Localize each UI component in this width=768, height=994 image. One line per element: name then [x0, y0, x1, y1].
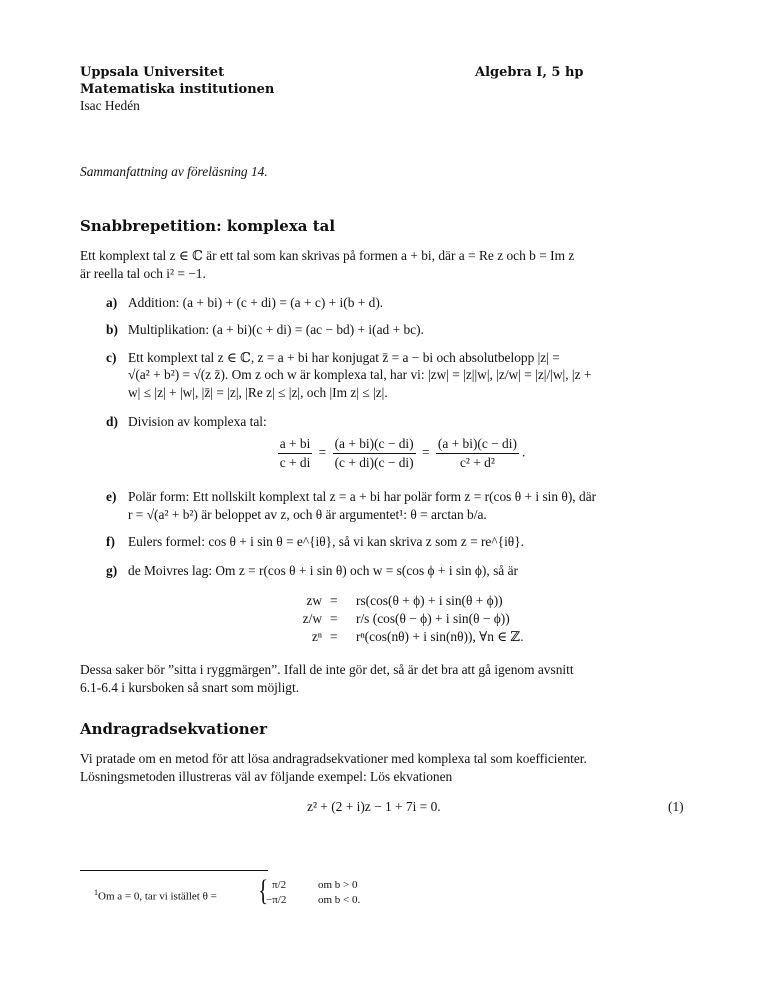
item-text: de Moivres lag: Om z = r(cos θ + i sin θ) och w = s(cos ϕ + i sin ϕ), så är: [128, 563, 518, 578]
section-title-komplexa-tal: Snabbrepetition: komplexa tal: [80, 217, 336, 235]
footnote-case2-value: −π/2: [266, 894, 287, 906]
item-text: Eulers formel: cos θ + i sin θ = e^{iθ}, så vi kan skriva z som z = re^{iθ}.: [128, 534, 524, 549]
section2-line-2: Lösningsmetoden illustreras väl av följande exempel: Lös ekvationen: [80, 769, 453, 784]
footnote-text: Om a = 0, tar vi istället θ =: [98, 890, 217, 903]
item-label: b): [106, 322, 118, 337]
section-title-andragradsekvationer: Andragradsekvationer: [80, 720, 268, 738]
equation-row: zw = rs(cos(θ + ϕ) + i sin(θ + ϕ)): [306, 593, 503, 608]
division-equation: $\frac{a + bi}{c + di}$ = $\frac{(a + bi)(c - di)}{(c + di)(c - di)}$ = $\frac{(a + bi)(c - di)}{\text{c² + d²}}$ .: [279, 436, 526, 470]
header-author: Isac Hedén: [80, 98, 140, 113]
item-label: g): [106, 563, 118, 578]
item-c-line2: √(a² + b²) = √(z z̄). Om z och w är komplexa tal, har vi: |zw| = |z||w|, |z/w| = |z|/|w|, |z +: [128, 367, 592, 382]
section2-line-1: Vi pratade om en metod för att lösa andragradsekvationer med komplexa tal som koefficienter.: [80, 751, 587, 766]
intro-line-1: Ett komplext tal z ∈ ℂ är ett tal som kan skrivas på formen a + bi, där a = Re z och b = Im z: [80, 248, 575, 263]
intro-line-2: är reella tal och i² = −1.: [80, 266, 206, 281]
document-subtitle: Sammanfattning av föreläsning 14.: [80, 164, 268, 179]
equation-row: z/w = r/s (cos(θ − ϕ) + i sin(θ − ϕ)): [302, 611, 510, 626]
item-label: d): [106, 414, 118, 429]
header-department: Matematiska institutionen: [80, 82, 275, 97]
closing-line-1: Dessa saker bör ”sitta i ryggmärgen”. Ifall de inte gör det, så är det bra att gå igenom avsnitt: [80, 662, 574, 677]
item-text-line1: Ett komplext tal z ∈ ℂ, z = a + bi har konjugat z̄ = a − bi och absolutbelopp |z| =: [128, 350, 560, 365]
item-c-line3: w| ≤ |z| + |w|, |z̄| = |z|, |Re z| ≤ |z|, och |Im z| ≤ |z|.: [128, 385, 388, 400]
fraction-mid: $\frac{(a + bi)(c - di)}{(c + di)(c - di)}$: [334, 436, 414, 470]
item-g: [106, 562, 518, 580]
item-label: a): [106, 295, 118, 310]
item-e: [106, 488, 596, 506]
item-d: [106, 413, 267, 431]
item-label: e): [106, 489, 117, 504]
fraction-lhs: $\frac{a + bi}{c + di}$: [279, 436, 311, 470]
item-text: Multiplikation: (a + bi)(c + di) = (ac − bd) + i(ad + bc).: [128, 322, 424, 337]
quadratic-equation: z² + (2 + i)z − 1 + 7i = 0.: [307, 799, 441, 814]
footnote-case1-cond: om b > 0: [318, 879, 358, 891]
de-moivre-equations: [260, 593, 580, 647]
footnote-case2-cond: om b < 0.: [318, 894, 361, 906]
item-b: [106, 321, 424, 339]
item-text-line1: Polär form: Ett nollskilt komplext tal z = a + bi har polär form z = r(cos θ + i sin θ), där: [128, 489, 597, 504]
item-text: Division av komplexa tal:: [128, 414, 267, 429]
footnote-case1-value: π/2: [272, 879, 287, 891]
item-e-line2: r = √(a² + b²) är beloppet av z, och θ är argumentet¹: θ = arctan b/a.: [128, 507, 487, 522]
item-c: [106, 349, 560, 367]
equation-number: (1): [668, 799, 684, 814]
item-a: [106, 294, 383, 312]
item-label: c): [106, 350, 117, 365]
item-text: Addition: (a + bi) + (c + di) = (a + c) + i(b + d).: [128, 295, 384, 310]
footnote-rule: [80, 870, 268, 871]
item-f: [106, 533, 524, 551]
fraction-rhs: $\frac{(a + bi)(c - di)}{\text{c² + d²}}$: [437, 436, 517, 470]
closing-line-2: 6.1-6.4 i kursboken så snart som möjligt.: [80, 680, 300, 695]
header-university: Uppsala Universitet: [80, 65, 225, 80]
equation-row: zⁿ = rⁿ(cos(nθ) + i sin(nθ)), ∀n ∈ ℤ.: [311, 629, 524, 644]
header-course: Algebra I, 5 hp: [475, 65, 584, 80]
footnote-brace: {: [258, 874, 269, 907]
item-label: f): [106, 534, 115, 549]
footnote-mark: 1: [94, 888, 98, 897]
footnote: [94, 886, 217, 904]
